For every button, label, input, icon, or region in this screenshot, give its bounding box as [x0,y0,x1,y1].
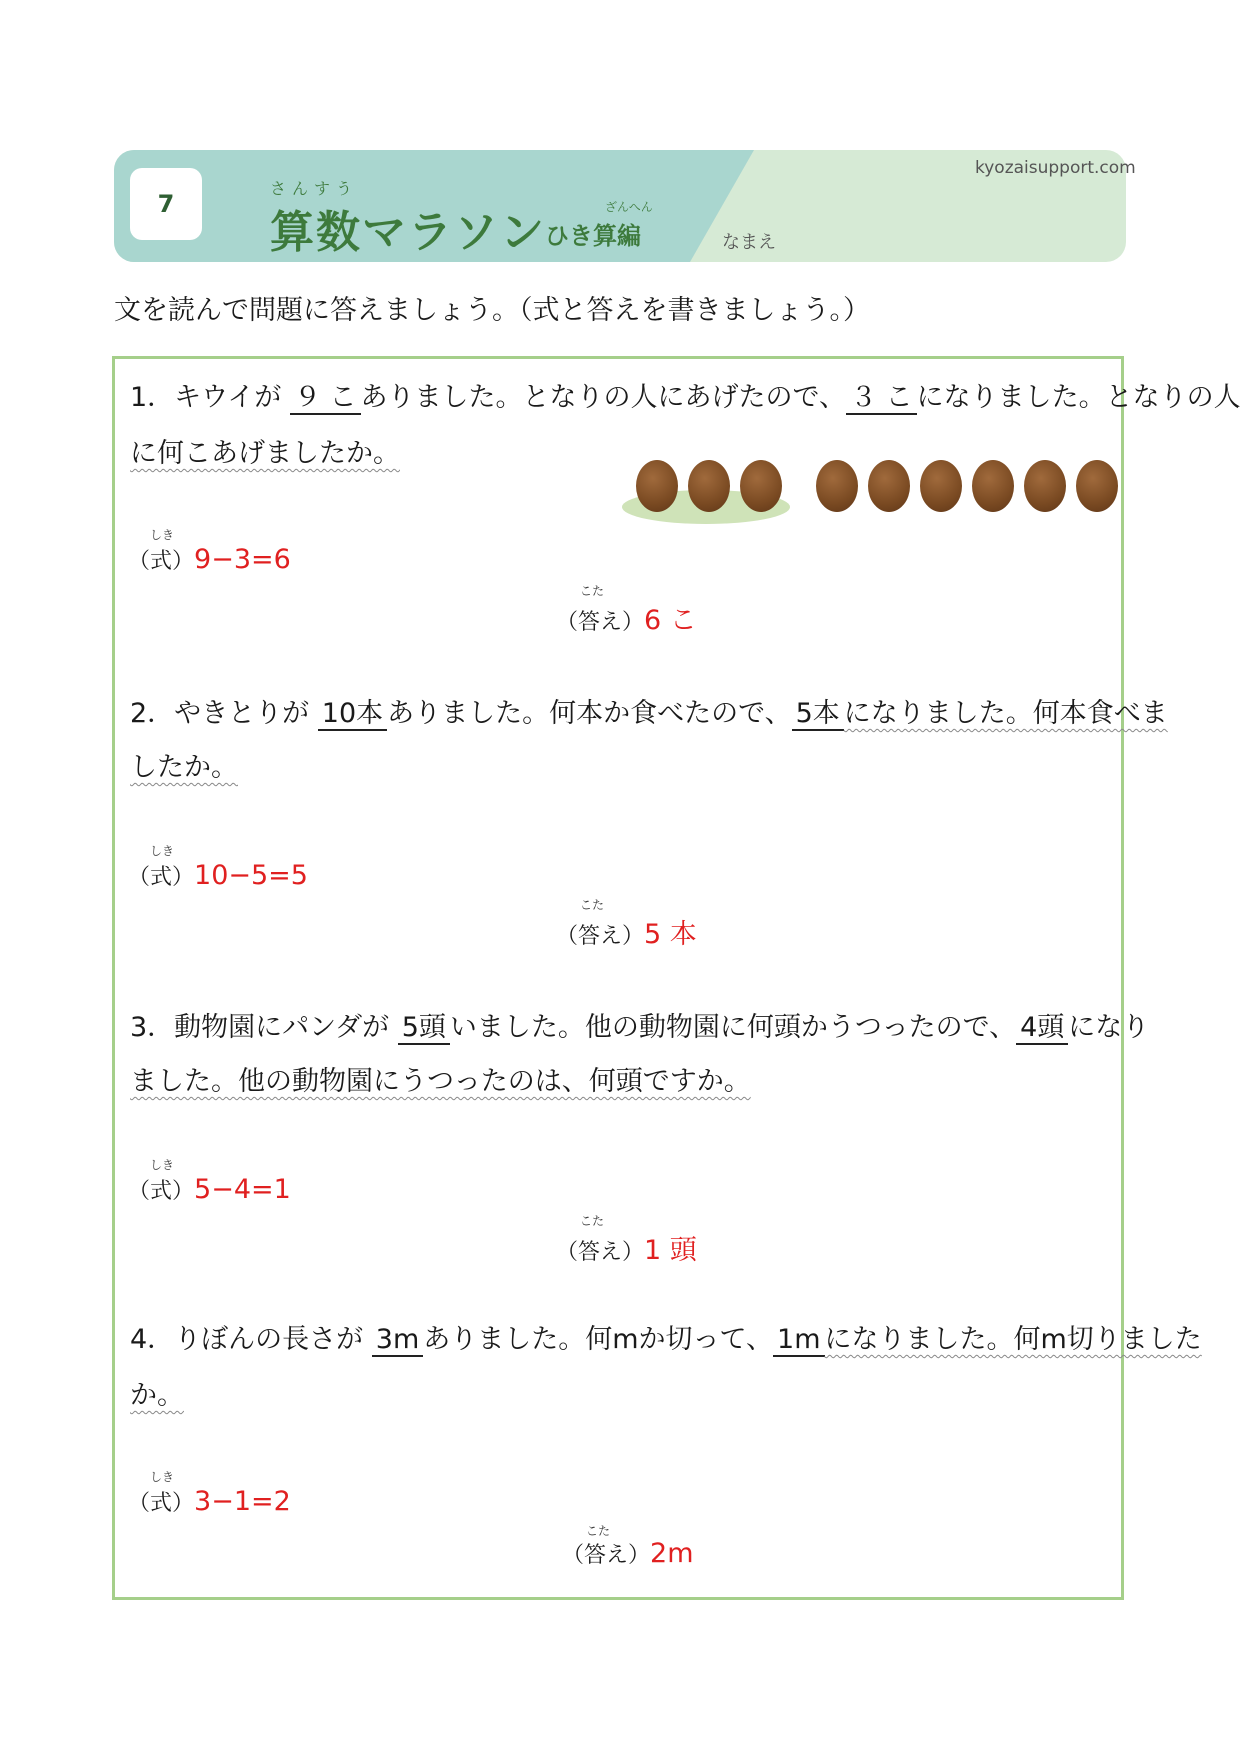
kiwi-icon [920,460,962,512]
shiki-row-2: （式）10−5=5 [128,860,308,891]
shiki-answer: 3−1=2 [194,1486,291,1517]
shiki-answer: 5−4=1 [194,1174,291,1205]
page-title: 算数マラソン [270,207,546,258]
site-url: kyozaisupport.com [975,158,1136,178]
instruction-text: 文を読んで問題に答えましょう。（式と答えを書きましょう。） [114,295,870,326]
result-value: 4頭 [1016,1012,1068,1045]
kiwi-icon [868,460,910,512]
kotae-answer: 5 本 [644,919,697,950]
shiki-row-4: （式）3−1=2 [128,1486,291,1517]
question-1-line-2: に何こあげましたか。 [130,438,400,469]
question-1-line-1: 1．キウイが ９ こ ありました。となりの人にあげたので、 ３ こ になりました。となりの人 [130,382,1241,413]
question-2-line-2: したか。 [130,752,238,783]
result-value: 5本 [792,698,844,731]
kiwi-icon [740,460,782,512]
kiwi-icon [688,460,730,512]
kotae-row-4: （答え）2m [562,1538,694,1569]
question-4-line-1: 4．りぼんの長さが 3m ありました。何mか切って、 1m になりました。何m切りました [130,1324,1202,1355]
kiwi-icon [1024,460,1066,512]
shiki-row-1: （式）9−3=6 [128,544,291,575]
question-3-line-2: ました。他の動物園にうつったのは、何頭ですか。 [130,1066,751,1097]
kiwi-icon [636,460,678,512]
given-value: 10本 [318,698,387,731]
title-ruby: さんすう [270,179,359,198]
result-value: 1m [773,1324,824,1357]
shiki-row-3: （式）5−4=1 [128,1174,291,1205]
kotae-row-1: （答え）6 こ [556,605,697,636]
kotae-row-2: （答え）5 本 [556,919,697,950]
kiwi-icon [972,460,1014,512]
question-4-line-2: か。 [130,1380,184,1411]
result-value: ３ こ [846,382,917,415]
name-label: なまえ [722,232,776,253]
worksheet-number: 7 [130,168,202,240]
kiwi-icon [1076,460,1118,512]
question-3-line-1: 3．動物園にパンダが 5頭 いました。他の動物園に何頭かうつったので、 4頭 になり [130,1012,1150,1043]
subtitle-ruby: ざんへん [605,200,653,214]
shiki-answer: 10−5=5 [194,860,308,891]
kotae-answer: 6 こ [644,605,697,636]
page-subtitle: ひき算編 [545,222,641,250]
given-value: 5頭 [398,1012,450,1045]
given-value: 3m [372,1324,423,1357]
question-2-line-1: 2．やきとりが 10本 ありました。何本か食べたので、 5本 になりました。何本食べま [130,698,1168,729]
question-box [112,356,1124,1600]
shiki-answer: 9−3=6 [194,544,291,575]
kotae-answer: 2m [650,1538,694,1569]
kiwi-icon [816,460,858,512]
kotae-row-3: （答え）1 頭 [556,1235,697,1266]
given-value: ９ こ [290,382,361,415]
kotae-answer: 1 頭 [644,1235,697,1266]
